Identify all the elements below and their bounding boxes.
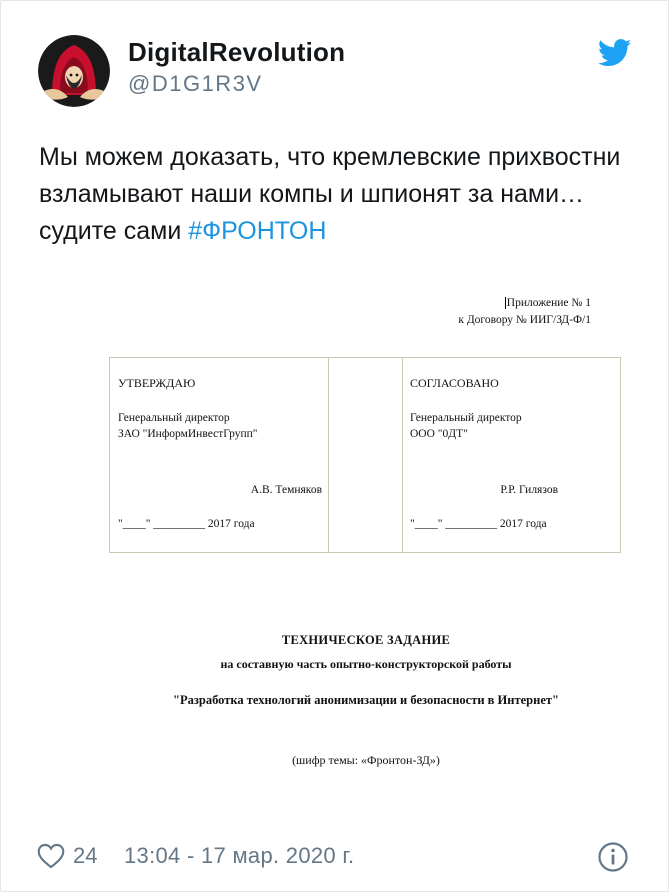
approve-date: "____" _________ 2017 года [118,518,255,530]
heart-icon[interactable] [37,843,65,869]
like-count[interactable]: 24 [73,843,98,868]
avatar-image [38,35,110,107]
document-subtitle: на составную часть опытно-конструкторской работы [220,657,512,671]
agree-position [410,410,522,442]
approve-heading: УТВЕРЖДАЮ [118,376,196,390]
attached-document-image[interactable] [101,287,631,807]
agree-date: "____" _________ 2017 года [410,518,547,530]
approve-position-line-1: Генеральный директор [118,412,230,424]
appendix-line-2: к Договору № ИИГ/ЗД-Ф/1 [458,314,591,326]
tweet-text [39,139,639,250]
hashtag-link[interactable]: #ФРОНТОН [188,217,327,245]
appendix-line-1: Приложение № 1 [506,297,591,309]
approve-position-line-2: ЗАО "ИнформИнвестГрупп" [118,428,258,440]
signature-table [109,357,621,553]
author-handle[interactable]: @D1G1R3V [128,71,263,96]
approve-cell [110,358,329,552]
approve-signer-name: А.В. Темняков [250,484,322,496]
agree-position-line-2: ООО "0ДТ" [410,428,468,440]
document-title: ТЕХНИЧЕСКОЕ ЗАДАНИЕ [281,633,451,647]
tweet-body: Мы можем доказать, что кремлевские прихвостни взламывают наши компы и шпионят за нами… судите сами [39,143,621,245]
agree-cell [402,358,620,552]
agree-signer-name: Р.Р. Гилязов [500,484,558,496]
info-icon[interactable] [597,841,629,873]
appendix-note [458,295,591,329]
project-name: "Разработка технологий анонимизации и безопасности в Интернет" [173,693,559,707]
project-code: (шифр темы: «Фронтон-ЗД») [292,753,440,767]
avatar[interactable] [38,35,110,107]
agree-heading: СОГЛАСОВАНО [410,376,499,390]
tweet-timestamp[interactable]: 13:04 - 17 мар. 2020 г. [124,843,355,868]
author-name[interactable]: DigitalRevolution [128,37,346,67]
approve-position [118,410,258,442]
spacer-cell [328,358,403,552]
twitter-bird-icon[interactable] [598,39,632,67]
agree-position-line-1: Генеральный директор [410,412,522,424]
tweet-footer [37,839,637,873]
